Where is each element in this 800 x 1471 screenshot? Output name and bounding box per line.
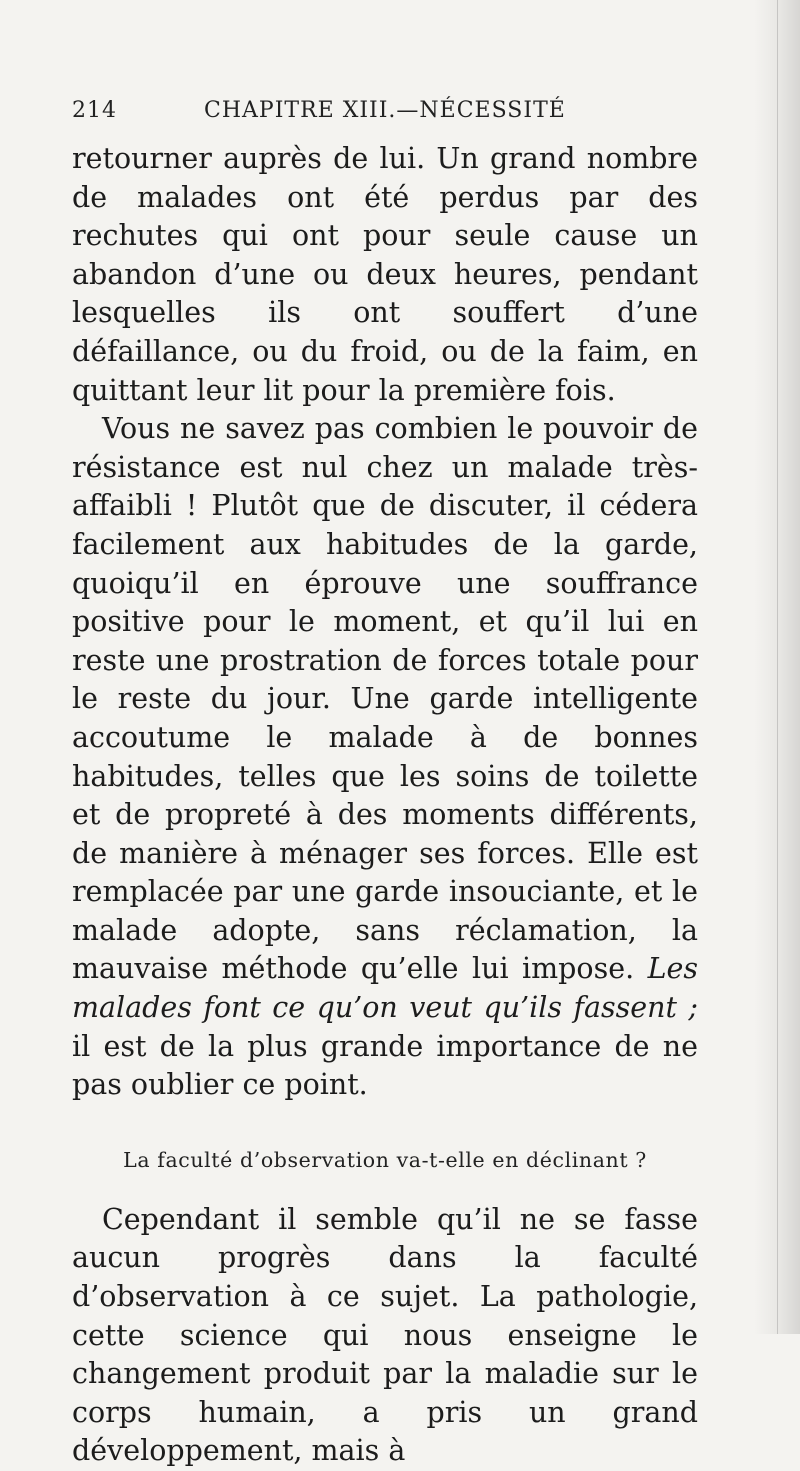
running-header	[72, 98, 698, 132]
paragraph-resistance-text-start: Vous ne savez pas combien le pouvoir de résistance est nul chez un malade très-affaibli ! Plutôt que de discuter, il cédera facilement aux habitudes de la garde, quoiqu’il en éprouve une souffrance positive pour le moment, et qu’il lui en reste une prostration de forces totale pour le reste du jour. Une garde intelligente accoutume le malade à de bonnes habitudes, telles que les soins de toilette et de propreté à des moments différents, de manière à ménager ses forces. Elle est remplacée par une garde insouciante, et le malade adopte, sans réclamation, la mauvaise méthode qu’elle lui impose.	[72, 412, 698, 986]
paragraph-resistance-text-end: il est de la plus grande importance de ne pas oublier ce point.	[72, 1029, 698, 1102]
running-title: CHAPITRE XIII.—NÉCESSITÉ	[204, 98, 566, 123]
section-subheading: La faculté d’observation va-t-elle en déclinant ?	[123, 1147, 647, 1172]
page-edge-line	[777, 0, 778, 1334]
page-number: 214	[72, 98, 117, 123]
page-body	[72, 140, 698, 1471]
paragraph-resistance	[72, 410, 698, 1105]
paragraph-observation: Cependant il semble qu’il ne se fasse aucun progrès dans la faculté d’observation à ce sujet. La pathologie, cette science qui nous enseigne le changement produit par la maladie sur le corps humain, a pris un grand développement, mais à	[72, 1202, 698, 1468]
paragraph-continued: retourner auprès de lui. Un grand nombre de malades ont été perdus par des rechutes qui ont pour seule cause un abandon d’une ou deux heures, pendant lesquelles ils ont souffert d’une défaillance, ou du froid, ou de la faim, en quittant leur lit pour la première fois.	[72, 142, 698, 407]
paragraph-resistance-italic-quote: Les malades font ce qu’on veut qu’ils fassent ;	[72, 952, 698, 1025]
